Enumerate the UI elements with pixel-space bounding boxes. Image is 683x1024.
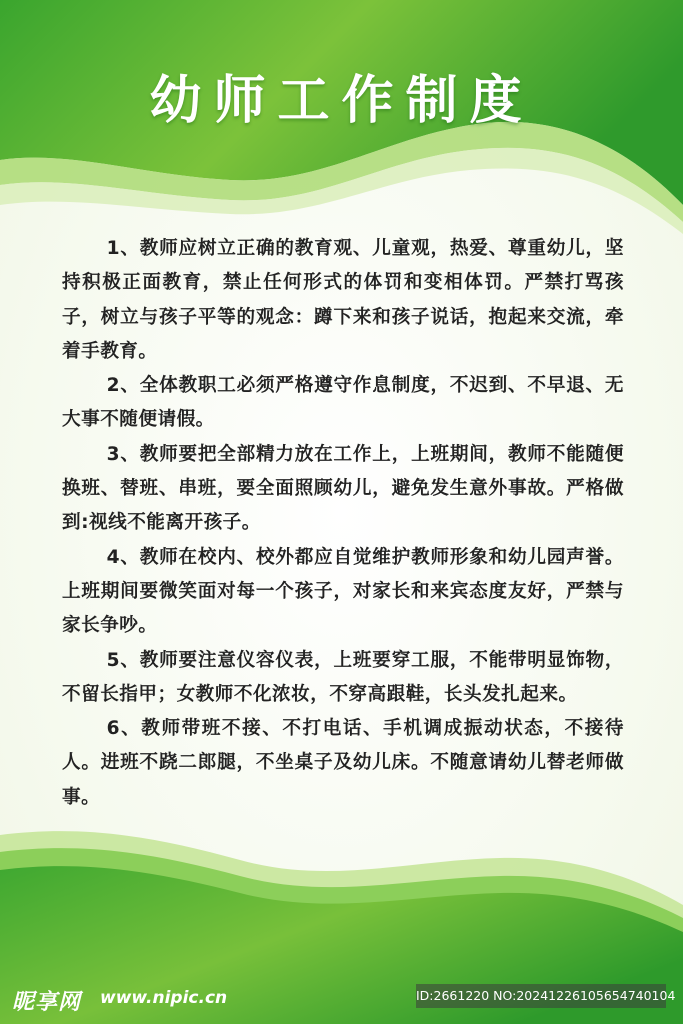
rule-paragraph-1: 1、教师应树立正确的教育观、儿童观，热爱、尊重幼儿，坚持积极正面教育，禁止任何形式的体罚和变相体罚。严禁打骂孩子，树立与孩子平等的观念：蹲下来和孩子说话，抱起来交流，牵着手教育。 (62, 238, 624, 362)
rule-paragraph-4: 4、教师在校内、校外都应自觉维护教师形象和幼儿园声誉。上班期间要微笑面对每一个孩子，对家长和来宾态度友好，严禁与家长争吵。 (62, 546, 624, 637)
watermark-logo: 昵享网 (12, 990, 82, 1015)
rule-paragraph-6: 6、教师带班不接、不打电话、手机调成振动状态，不接待人。进班不跷二郎腿，不坐桌子及幼儿床。不随意请幼儿替老师做事。 (62, 718, 624, 808)
page-title: 幼师工作制度 (149, 71, 534, 131)
rules-body (62, 232, 624, 815)
rule-paragraph-5: 5、教师要注意仪容仪表，上班要穿工服，不能带明显饰物，不留长指甲；女教师不化浓妆，不穿高跟鞋，长头发扎起来。 (62, 649, 624, 705)
rule-paragraph-3: 3、教师要把全部精力放在工作上，上班期间，教师不能随便换班、替班、串班，要全面照顾幼儿，避免发生意外事故。严格做到:视线不能离开孩子。 (62, 443, 624, 534)
rule-paragraph-2: 2、全体教职工必须严格遵守作息制度，不迟到、不早退、无大事不随便请假。 (62, 375, 624, 431)
watermark-id: ID:2661220 NO:20241226105654740104 (416, 984, 666, 1008)
watermark-url: www.nipic.cn (100, 988, 228, 1008)
